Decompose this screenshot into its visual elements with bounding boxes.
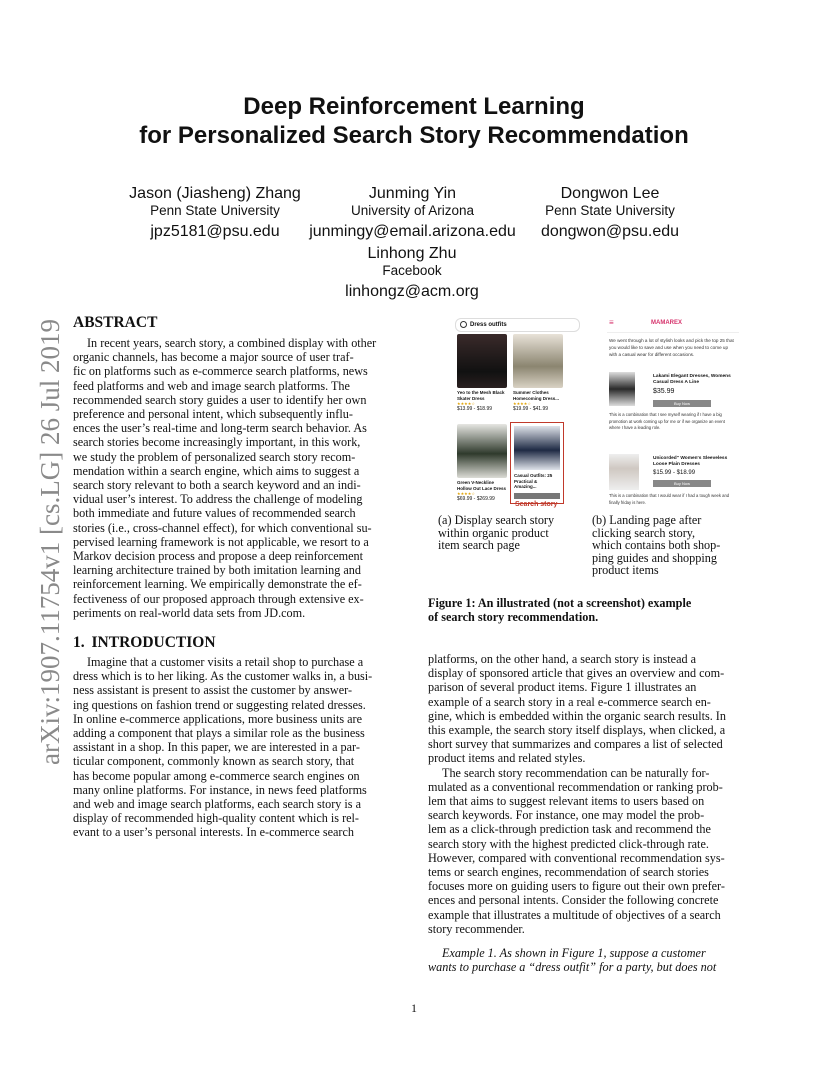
text-line: parison of several product items. Figure 1 illustrates an xyxy=(428,680,697,695)
landing-item-image xyxy=(609,372,635,406)
author-name: Linhong Zhu xyxy=(367,245,457,262)
product-card xyxy=(513,334,563,412)
text-line: this example, the search story itself displays, when clicked, a xyxy=(428,723,726,738)
title-line-2: for Personalized Search Story Recommendation xyxy=(139,122,689,149)
landing-item-text: This is a combination that I would wear if I had a tough week and finally friday is here. xyxy=(609,493,730,505)
caption-line: (b) Landing page after xyxy=(592,513,702,527)
text-line: both immediate and future values of recommended search xyxy=(73,506,356,521)
product-price: $69.99 - $269.99 xyxy=(457,496,495,502)
text-line: pervised learning framework is not applicable, we resort to a xyxy=(73,534,369,549)
abstract-heading: ABSTRACT xyxy=(73,314,158,331)
text-line: many online platforms. For instance, in news feed platforms xyxy=(73,782,367,797)
author-email: linhongz@acm.org xyxy=(345,283,479,300)
rating-stars: ★★★★☆ xyxy=(513,401,531,406)
text-line: Imagine that a customer visits a retail shop to purchase a xyxy=(87,655,364,669)
landing-item-title: Unicorded" Women's Sleeveless Loose Plain Dresses xyxy=(653,456,728,467)
text-line: ences the user’s real-time and long-term search behavior. As xyxy=(73,421,367,436)
text-line: and web and image search platforms, each search story is a xyxy=(73,797,361,812)
text-line: stories (i.e., cross-channel effect), for which conventional su- xyxy=(73,520,372,535)
text-line: The search story recommendation can be naturally for- xyxy=(442,765,710,780)
author-affiliation: Facebook xyxy=(382,263,442,278)
text-line: example that illustrates a multitude of objectives of a search xyxy=(428,907,721,922)
author-name: Dongwon Lee xyxy=(560,185,660,202)
text-line: preference and personal intent, which subsequently influ- xyxy=(73,407,353,422)
product-image xyxy=(457,334,507,388)
author-block xyxy=(312,244,512,303)
author-email: jpz5181@psu.edu xyxy=(150,223,280,240)
text-line: ness assistant is present to assist the customer by answer- xyxy=(73,683,353,698)
text-line: short survey that summarizes and compares a list of selected xyxy=(428,737,723,752)
caption-line: within organic product xyxy=(438,525,549,540)
text-line: Example 1. As shown in Figure 1, suppose a customer xyxy=(442,946,706,960)
text-line: tems or search engines, recommendation of search stories xyxy=(428,865,709,880)
landing-item-text: This is a combination that I see myself wearing if I have a big promotion at work coming up for me or if we organize an event where I have a leading role. xyxy=(609,412,725,430)
text-line: mendation within a search engine, which aims to suggest a xyxy=(73,463,360,478)
story-view-bar xyxy=(514,493,560,499)
text-line: recommended search story guides a user to identify her own xyxy=(73,392,367,407)
search-story-label: Search story xyxy=(515,501,558,508)
text-line: ing questions on fashion trend or suggesting related dresses. xyxy=(73,697,366,712)
search-query: Dress outfits xyxy=(470,322,507,328)
text-line: evant to a user’s personal interests. In e-commerce search xyxy=(73,825,354,840)
author-affiliation: University of Arizona xyxy=(350,203,475,218)
text-line: focuses more on guiding users to figure out their own prefer- xyxy=(428,879,725,894)
search-story-card[interactable] xyxy=(510,422,564,504)
product-title: Summer Clothes Homecoming Dress... xyxy=(513,390,560,401)
caption-line: ping guides and shopping xyxy=(592,550,717,565)
text-line: gine, which is embedded within the organic search results. In xyxy=(428,708,726,723)
text-line: search keywords. For instance, one may model the prob- xyxy=(428,808,705,823)
search-bar xyxy=(455,318,580,332)
rating-stars: ★★★★☆ xyxy=(457,491,475,496)
landing-item-title: Lakami Elegant Dresses, Womens Casual Dress A Line xyxy=(653,374,731,385)
text-line: assistant in a shop. In this paper, we are interested in a par- xyxy=(73,740,360,755)
text-line: display of recommended high-quality content which is rel- xyxy=(73,811,359,826)
intro-heading: 1. INTRODUCTION xyxy=(73,634,216,651)
product-card xyxy=(457,334,507,412)
text-line: has become popular among e-commerce search engines on xyxy=(73,768,360,783)
paper-title xyxy=(0,92,828,150)
text-line: In recent years, search story, a combined display with other xyxy=(87,336,377,350)
text-line: In online e-commerce applications, more business units are xyxy=(73,711,363,726)
text-line: story recommender. xyxy=(428,921,525,936)
text-line: we study the problem of personalized search story recom- xyxy=(73,449,356,464)
author-name: Jason (Jiasheng) Zhang xyxy=(129,185,301,202)
caption-line: item search page xyxy=(438,538,520,553)
rating-stars: ★★★★☆ xyxy=(457,401,475,406)
text-line: dress which is to her liking. As the customer walks in, a busi- xyxy=(73,669,373,684)
author-block xyxy=(300,184,525,243)
story-image xyxy=(514,426,560,470)
landing-item-image xyxy=(609,454,639,490)
figure-panel-a xyxy=(455,318,580,508)
product-image xyxy=(513,334,563,388)
text-line: platforms, on the other hand, a search story is instead a xyxy=(428,652,697,666)
title-line-1: Deep Reinforcement Learning xyxy=(243,93,585,120)
figure-caption xyxy=(428,596,758,624)
text-line: wants to purchase a “dress outfit” for a party, but does not xyxy=(428,960,717,975)
subcaption-b xyxy=(592,514,738,577)
product-price: $13.99 - $18.99 xyxy=(457,406,493,412)
subcaption-a xyxy=(438,514,586,552)
caption-line: product items xyxy=(592,563,659,578)
text-line: example of a search story in a real e-commerce search en- xyxy=(428,694,711,709)
right-column-body xyxy=(428,652,752,936)
landing-item-price: $35.99 xyxy=(653,388,675,395)
text-line: fectiveness of our proposed approach through extensive ex- xyxy=(73,591,364,606)
text-line: organic channels, has become a major source of user traf- xyxy=(73,350,354,365)
landing-header xyxy=(607,318,739,330)
intro-body xyxy=(73,655,397,840)
text-line: search story relevant to both a search keyword and an indi- xyxy=(73,478,361,493)
caption-line: of search story recommendation. xyxy=(428,610,599,624)
caption-line: clicking search story, xyxy=(592,525,696,540)
text-line: learning architecture trained by both imitation learning and xyxy=(73,563,361,578)
product-image xyxy=(457,424,507,478)
menu-icon: ≡ xyxy=(609,318,614,327)
abstract-body xyxy=(73,336,397,620)
search-icon xyxy=(460,321,467,328)
product-title: Green V-Neckline Hollow Out Lace Dress xyxy=(457,480,507,491)
text-line: display of sponsored article that gives an overview and com- xyxy=(428,666,725,681)
author-name: Junming Yin xyxy=(368,185,457,202)
caption-line: which contains both shop- xyxy=(592,538,721,553)
buy-now-button[interactable]: Buy Now xyxy=(653,480,711,487)
landing-item-price: $15.99 - $18.99 xyxy=(653,470,696,476)
text-line: However, compared with conventional recommendation sys- xyxy=(428,850,725,865)
text-line: feed platforms and web and image search platforms. The xyxy=(73,378,350,393)
text-line: ences and personal intents. Consider the following concrete xyxy=(428,893,719,908)
text-line: periments on real-world data sets from JD.com. xyxy=(73,605,306,620)
text-line: search stories become increasingly important, in this work, xyxy=(73,435,361,450)
product-price: $19.99 - $41.99 xyxy=(513,406,549,412)
text-line: adding a component that plays a similar role as the business xyxy=(73,726,365,741)
caption-line: (a) Display search story xyxy=(438,513,555,527)
author-affiliation: Penn State University xyxy=(150,203,280,218)
author-email: dongwon@psu.edu xyxy=(540,223,680,240)
text-line: vidual user’s interest. To address the challenge of modeling xyxy=(73,492,363,507)
text-line: reinforcement learning. We empirically demonstrate the ef- xyxy=(73,577,362,592)
story-title: Casual Outfits: 25 Practical & Amazing... xyxy=(514,473,553,489)
landing-intro: We went through a lot of stylish looks and pick the top 25 that you would like to save and use when you need to come up with a casual wear for different occasions. xyxy=(607,332,739,358)
text-line: Markov decision process and propose a deep reinforcement xyxy=(73,549,364,564)
product-card xyxy=(457,424,507,502)
product-title: Yeo to the Mesh Black Skater Dress xyxy=(457,390,505,401)
text-line: product items and related styles. xyxy=(428,751,586,766)
text-line: lem that aims to suggest relevant items to users based on xyxy=(428,794,705,809)
text-line: ticular component, commonly known as search story, that xyxy=(73,754,355,769)
page-number: 1 xyxy=(411,1001,417,1015)
brand-name: MAMAREX xyxy=(651,320,682,326)
example-text xyxy=(428,946,752,974)
text-line: search story with the highest predicted click-through rate. xyxy=(428,836,709,851)
text-line: lem as a click-through prediction task and recommend the xyxy=(428,822,711,837)
caption-line: Figure 1: An illustrated (not a screenshot) example xyxy=(428,596,692,610)
author-email: junmingy@email.arizona.edu xyxy=(309,223,516,240)
author-block xyxy=(100,184,330,243)
author-affiliation: Penn State University xyxy=(545,203,675,218)
figure-panel-b xyxy=(607,318,739,508)
text-line: mulated as a conventional recommendation or ranking prob- xyxy=(428,779,723,794)
buy-now-button[interactable]: Buy Now xyxy=(653,400,711,407)
text-line: fic on platforms such as e-commerce search platforms, news xyxy=(73,364,368,379)
arxiv-stamp: arXiv:1907.11754v1 [cs.LG] 26 Jul 2019 xyxy=(35,319,65,765)
author-block xyxy=(530,184,690,243)
